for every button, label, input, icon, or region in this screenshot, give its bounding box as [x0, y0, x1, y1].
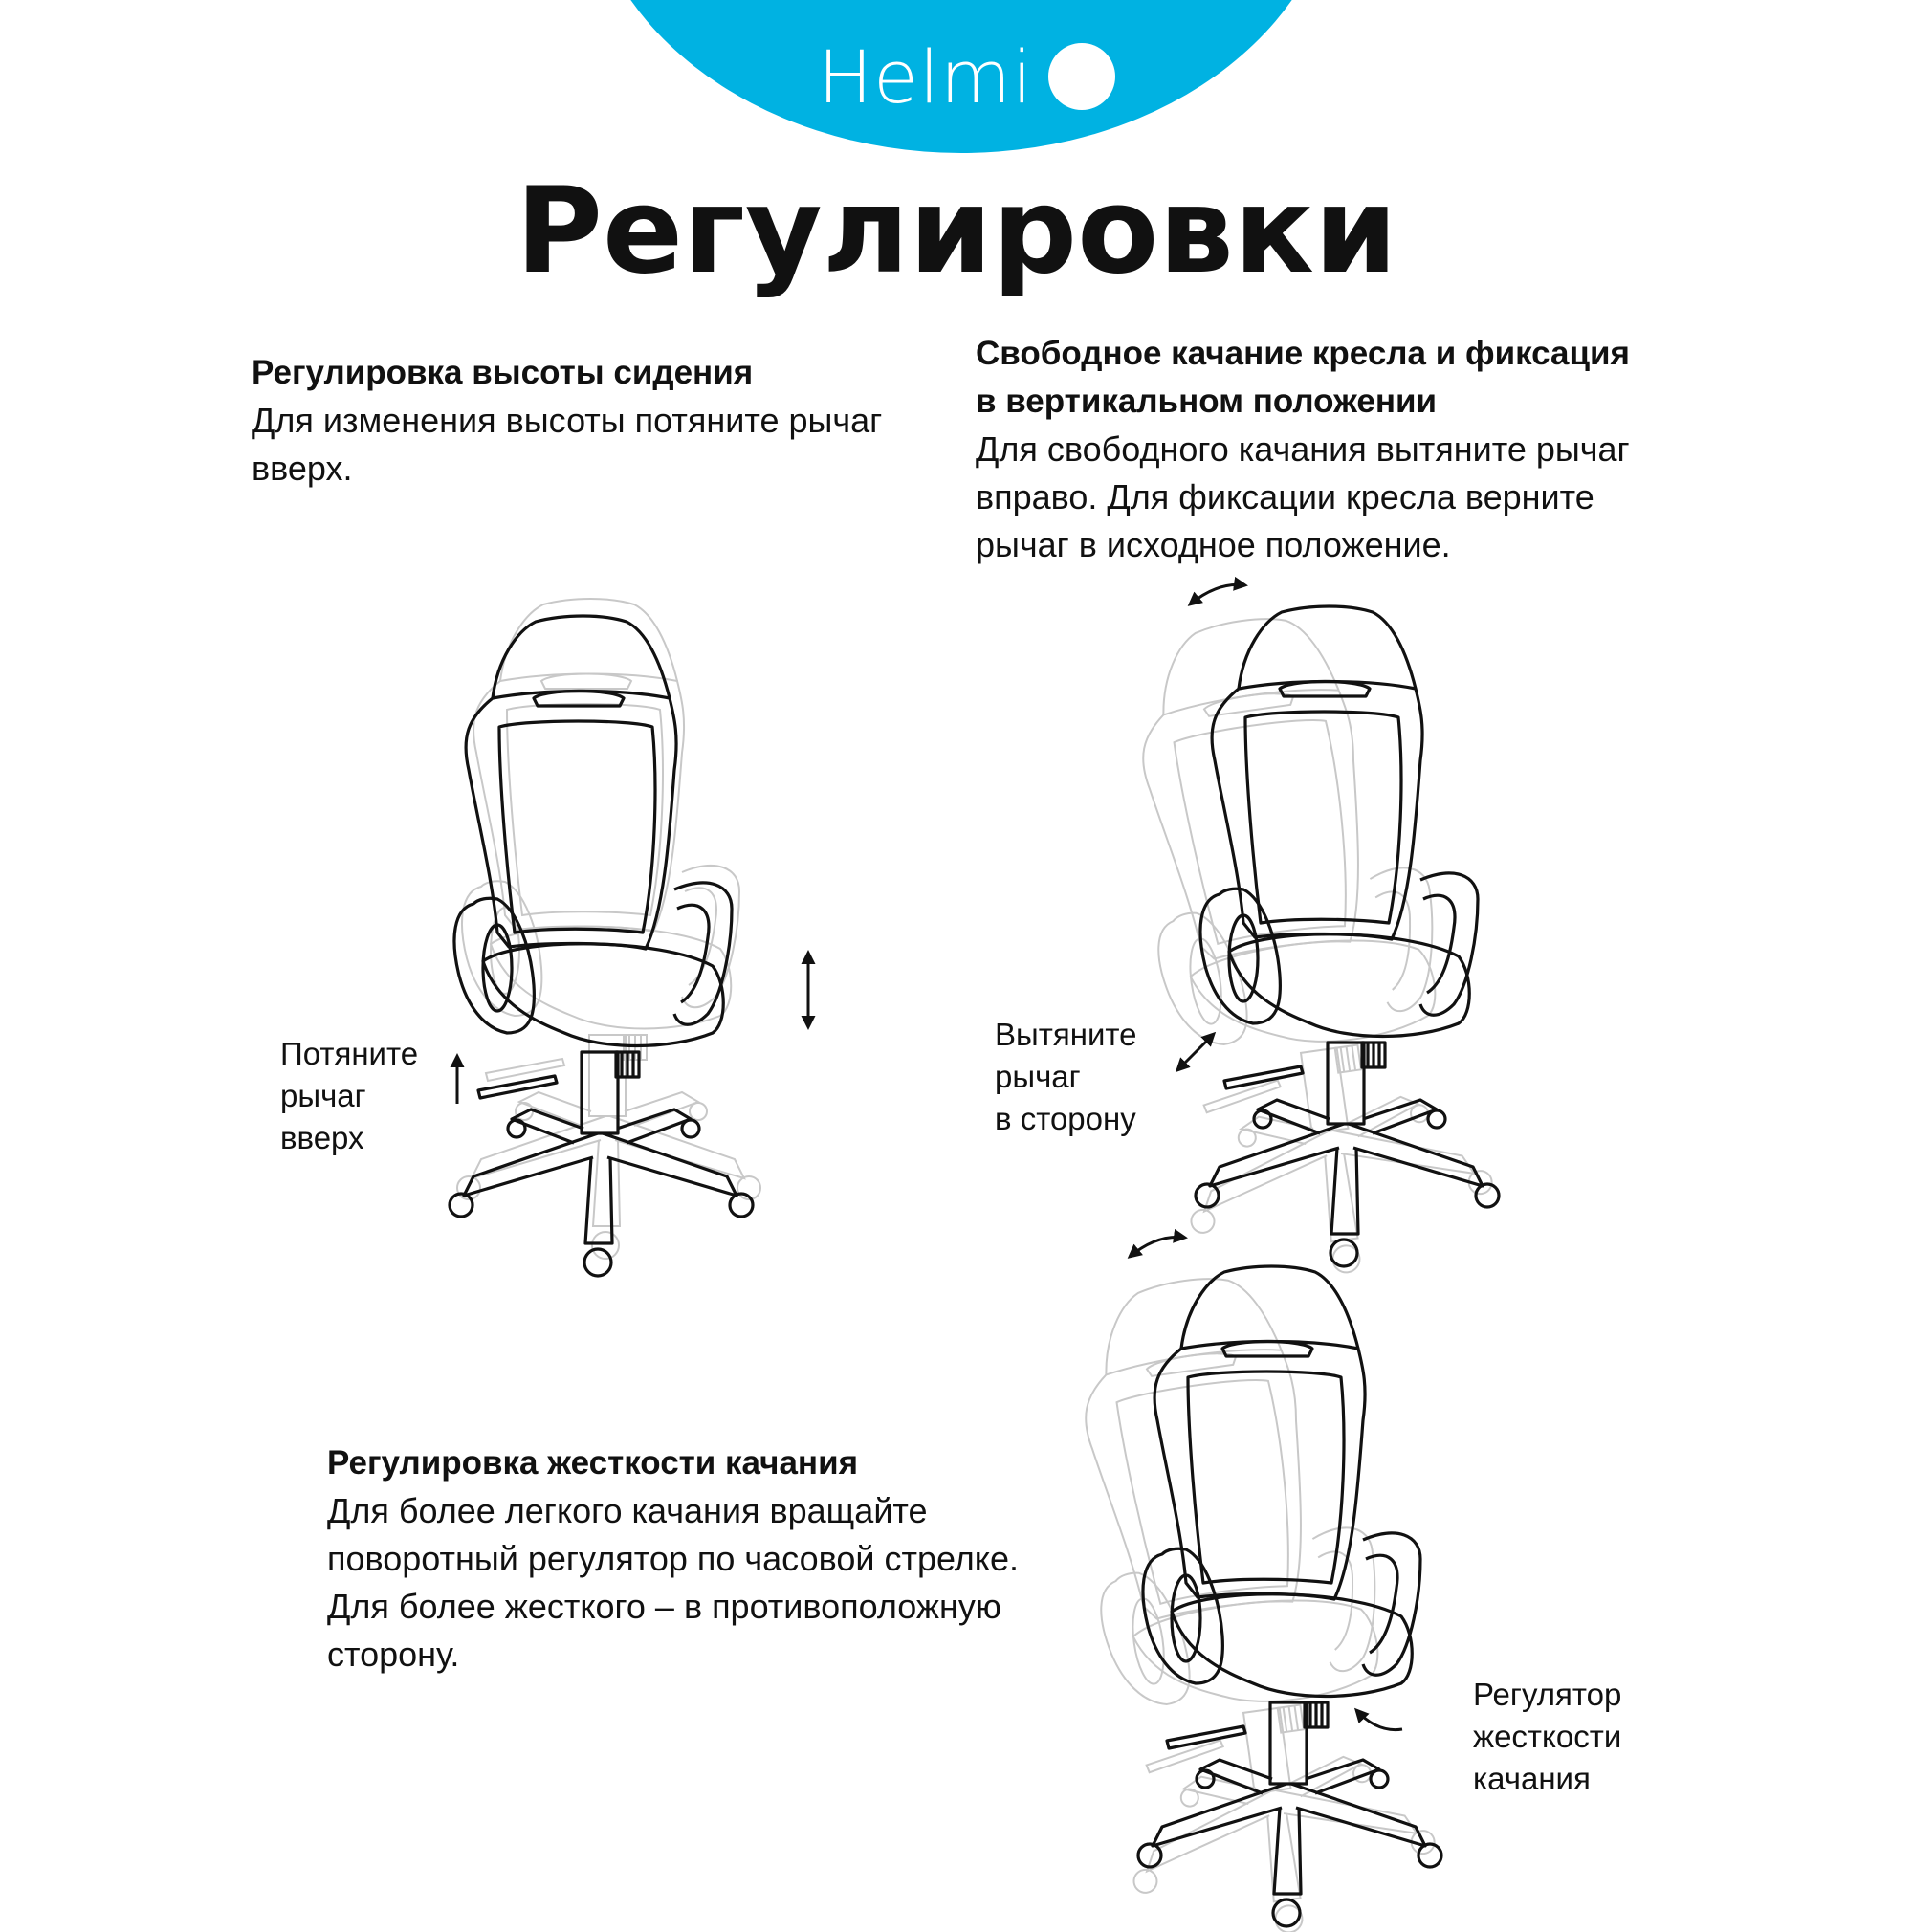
callout-stiffness-knob — [1473, 1674, 1621, 1800]
page-title: Регулировки — [516, 163, 1397, 300]
callout-line: рычаг — [995, 1059, 1081, 1094]
callout-line: Вытяните — [995, 1017, 1137, 1052]
brand-logo — [818, 33, 1115, 120]
callout-line: вверх — [280, 1120, 364, 1155]
section-text-line: Для изменения высоты потяните рычаг — [252, 401, 883, 440]
lever-up-arrow-icon — [448, 1050, 467, 1108]
callout-line: Регулятор — [1473, 1677, 1622, 1712]
swing-arrow-icon — [1184, 572, 1251, 610]
chair-illustration-1 — [440, 593, 765, 1282]
section-text-line: поворотный регулятор по часовой стрелке. — [327, 1539, 1019, 1578]
brand-name: Helmi — [818, 33, 1034, 120]
section-text-line: сторону. — [327, 1635, 460, 1674]
seat-height-arrow-icon — [799, 947, 818, 1033]
brand-dot-icon — [1048, 43, 1115, 110]
section-text-line: Для более легкого качания вращайте — [327, 1491, 928, 1530]
section-text-line: Для более жесткого – в противоположную — [327, 1587, 1001, 1626]
callout-line: Потяните — [280, 1036, 419, 1071]
chair-illustration-2 — [1186, 583, 1511, 1272]
section-free-swing — [976, 330, 1630, 569]
knob-rotate-arrow-icon — [1349, 1701, 1406, 1739]
callout-pull-lever-up — [280, 1033, 418, 1159]
swing-arrow-icon-2 — [1124, 1224, 1191, 1262]
lever-side-arrow-icon — [1172, 1028, 1220, 1076]
section-text-line: вправо. Для фиксации кресла верните — [976, 477, 1594, 516]
callout-line: рычаг — [280, 1078, 366, 1113]
callout-line: в сторону — [995, 1101, 1136, 1136]
callout-pull-lever-side — [995, 1014, 1136, 1140]
chair-illustration-3 — [1129, 1243, 1454, 1932]
callout-line: качания — [1473, 1761, 1591, 1796]
section-heading: Свободное качание кресла и фиксация — [976, 335, 1630, 372]
callout-line: жесткости — [1473, 1719, 1622, 1754]
section-seat-height — [252, 349, 882, 493]
section-text-line: Для свободного качания вытяните рычаг — [976, 429, 1630, 469]
section-swing-stiffness — [327, 1439, 1019, 1679]
section-text-line: вверх. — [252, 449, 353, 488]
section-heading: Регулировка жесткости качания — [327, 1444, 859, 1482]
section-text-line: рычаг в исходное положение. — [976, 525, 1451, 564]
section-heading: в вертикальном положении — [976, 383, 1438, 420]
section-heading: Регулировка высоты сидения — [252, 354, 754, 391]
